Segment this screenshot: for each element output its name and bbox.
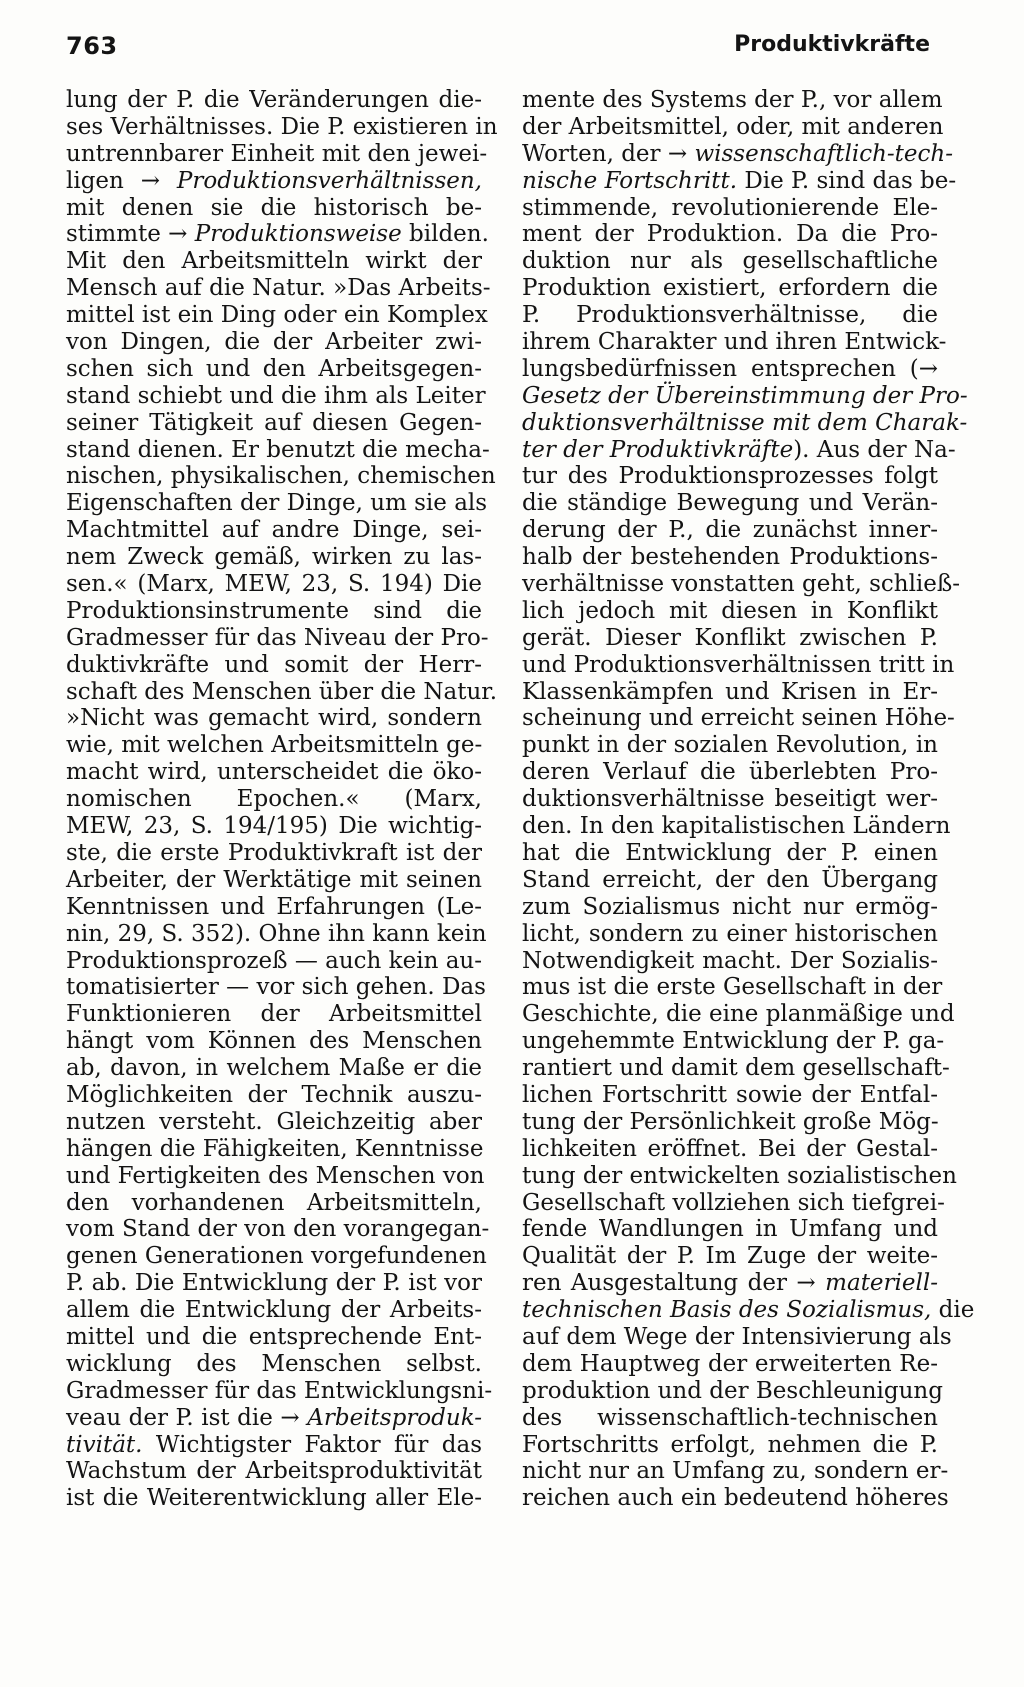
left-column-line: nomischen Epochen.« (Marx, — [66, 786, 482, 813]
left-column-line: »Nicht was gemacht wird, sondern — [66, 705, 482, 732]
left-column-line: nin, 29, S. 352). Ohne ihn kann kein — [66, 920, 487, 947]
right-column-line: des wissenschaftlich-technischen — [522, 1404, 938, 1431]
right-column-line: Worten, der → wissenschaftlich-tech- — [522, 140, 953, 167]
right-column-line: die ständige Bewegung und Verän- — [522, 490, 938, 517]
left-column-line: Kenntnissen und Erfahrungen (Le- — [66, 893, 482, 920]
left-column-line: mittel ist ein Ding oder ein Komplex — [66, 302, 488, 329]
right-column-line: Geschichte, die eine planmäßige und — [522, 1001, 955, 1028]
right-column-line: rantiert und damit dem gesellschaft- — [522, 1055, 950, 1082]
left-column-line: tivität. Wichtigster Faktor für das — [66, 1431, 482, 1458]
left-column-line: lung der P. die Veränderungen die- — [66, 87, 482, 113]
right-column-line: mente des Systems der P., vor allem — [522, 87, 943, 113]
right-column-line: ter der Produktivkräfte). Aus der Na- — [522, 436, 956, 463]
left-column-line: Funktionieren der Arbeitsmittel — [66, 1001, 482, 1028]
right-column-line: duktionsverhältnisse mit dem Charak- — [522, 409, 968, 436]
left-column-line: Arbeiter, der Werktätige mit seinen — [66, 866, 482, 893]
right-column-line: tung der Persönlichkeit große Mög- — [522, 1108, 939, 1135]
left-column-line: von Dingen, die der Arbeiter zwi- — [66, 329, 482, 356]
left-column-line: ligen → Produktionsverhältnissen, — [66, 167, 482, 194]
left-column-line: nem Zweck gemäß, wirken zu las- — [66, 544, 482, 571]
running-head: Produktivkräfte — [734, 32, 930, 57]
left-column-line: untrennbarer Einheit mit den jewei- — [66, 140, 488, 167]
right-column-line: und Produktionsverhältnissen tritt in — [522, 651, 955, 678]
left-column-line: Eigenschaften der Dinge, um sie als — [66, 490, 488, 517]
right-column-line: der Arbeitsmittel, oder, mit anderen — [522, 113, 944, 140]
left-column-line: Möglichkeiten der Technik auszu- — [66, 1081, 482, 1108]
right-column-line: fende Wandlungen in Umfang und — [522, 1216, 938, 1243]
left-column-line: Wachstum der Arbeitsproduktivität — [66, 1458, 482, 1485]
left-column-line: schen sich und den Arbeitsgegen- — [66, 355, 482, 382]
right-column-line: lungsbedürfnissen entsprechen (→ — [522, 355, 938, 382]
right-column-line: licht, sondern zu einer historischen — [522, 920, 938, 947]
right-column-line: Notwendigkeit macht. Der Sozialis- — [522, 947, 938, 974]
left-column-line: mittel und die entsprechende Ent- — [66, 1323, 482, 1350]
right-column-line: stimmende, revolutionierende Ele- — [522, 194, 938, 221]
right-column-line: ren Ausgestaltung der → materiell- — [522, 1270, 938, 1297]
right-column-line: tur des Produktionsprozesses folgt — [522, 463, 938, 490]
left-column-line: und Fertigkeiten des Menschen von — [66, 1162, 485, 1189]
right-column-line: den. In den kapitalistischen Ländern — [522, 813, 951, 840]
left-column-line: Produktionsinstrumente sind die — [66, 597, 482, 624]
page-number: 763 — [66, 32, 118, 60]
left-column-line: Gradmesser für das Entwicklungsni- — [66, 1377, 493, 1404]
right-column-line: lich jedoch mit diesen in Konflikt — [522, 597, 938, 624]
left-column-line: Mensch auf die Natur. »Das Arbeits- — [66, 275, 491, 302]
right-column-line: ungehemmte Entwicklung der P. ga- — [522, 1028, 945, 1055]
left-column-line: ses Verhältnisses. Die P. existieren in — [66, 113, 498, 140]
right-text-column — [522, 87, 975, 1512]
left-column-line: seiner Tätigkeit auf diesen Gegen- — [66, 409, 482, 436]
left-text-column — [66, 87, 498, 1512]
right-column-line: deren Verlauf die überlebten Pro- — [522, 759, 938, 786]
left-column-line: wie, mit welchen Arbeitsmitteln ge- — [66, 732, 483, 759]
right-column-line: ihrem Charakter und ihren Entwick- — [522, 329, 947, 356]
right-column-line: duktion nur als gesellschaftliche — [522, 248, 938, 275]
left-column-line: Gradmesser für das Niveau der Pro- — [66, 624, 489, 651]
right-column-line: auf dem Wege der Intensivierung als — [522, 1323, 952, 1350]
left-column-line: wicklung des Menschen selbst. — [66, 1350, 482, 1377]
right-column-line: lichen Fortschritt sowie der Entfal- — [522, 1081, 938, 1108]
right-column-line: verhältnisse vonstatten geht, schließ- — [522, 571, 961, 598]
right-column-line: duktionsverhältnisse beseitigt wer- — [522, 786, 938, 813]
right-column-line: Gesetz der Übereinstimmung der Pro- — [522, 382, 968, 409]
left-column-line: vom Stand der von den vorangegan- — [66, 1216, 490, 1243]
left-column-line: stimmte → Produktionsweise bilden. — [66, 221, 489, 248]
left-column-line: ist die Weiterentwicklung aller Ele- — [66, 1485, 482, 1512]
left-column-line: stand dienen. Er benutzt die mecha- — [66, 436, 490, 463]
left-column-line: hängt vom Können des Menschen — [66, 1028, 482, 1055]
right-column-line: dem Hauptweg der erweiterten Re- — [522, 1350, 938, 1377]
left-column-line: hängen die Fähigkeiten, Kenntnisse — [66, 1135, 484, 1162]
right-column-line: zum Sozialismus nicht nur ermög- — [522, 893, 938, 920]
right-column-line: Gesellschaft vollziehen sich tiefgrei- — [522, 1189, 945, 1216]
right-column-line: P. Produktionsverhältnisse, die — [522, 302, 938, 329]
right-column-line: mus ist die erste Gesellschaft in der — [522, 974, 943, 1001]
right-column-line: punkt in der sozialen Revolution, in — [522, 732, 938, 759]
right-column-line: scheinung und erreicht seinen Höhe- — [522, 705, 955, 732]
right-column-line: technischen Basis des Sozialismus, die — [522, 1297, 975, 1324]
left-column-line: stand schiebt und die ihm als Leiter — [66, 382, 486, 409]
right-column-line: ment der Produktion. Da die Pro- — [522, 221, 938, 248]
right-column-line: Klassenkämpfen und Krisen in Er- — [522, 678, 938, 705]
left-column-line: allem die Entwicklung der Arbeits- — [66, 1297, 482, 1324]
right-column-line: produktion und der Beschleunigung — [522, 1377, 943, 1404]
right-column-line: nicht nur an Umfang zu, sondern er- — [522, 1458, 949, 1485]
left-column-line: macht wird, unterscheidet die öko- — [66, 759, 482, 786]
right-column-line: halb der bestehenden Produktions- — [522, 544, 938, 571]
right-column-line: nische Fortschritt. Die P. sind das be- — [522, 167, 957, 194]
right-column-line: Produktion existiert, erfordern die — [522, 275, 938, 302]
right-column-line: reichen auch ein bedeutend höheres — [522, 1485, 949, 1512]
right-column-line: tung der entwickelten sozialistischen — [522, 1162, 957, 1189]
left-column-line: Produktionsprozeß — auch kein au- — [66, 947, 482, 974]
left-column-line: nischen, physikalischen, chemischen — [66, 463, 496, 490]
left-column-line: mit denen sie die historisch be- — [66, 194, 482, 221]
left-column-line: MEW, 23, S. 194/195) Die wichtig- — [66, 813, 482, 840]
right-column-line: Stand erreicht, der den Übergang — [522, 866, 938, 893]
left-column-line: tomatisierter — vor sich gehen. Das — [66, 974, 486, 1001]
left-column-line: nutzen versteht. Gleichzeitig aber — [66, 1108, 482, 1135]
left-column-line: ste, die erste Produktivkraft ist der — [66, 839, 482, 866]
left-column-line: ab, davon, in welchem Maße er die — [66, 1055, 482, 1082]
left-column-line: P. ab. Die Entwicklung der P. ist vor — [66, 1270, 482, 1297]
left-column-line: schaft des Menschen über die Natur. — [66, 678, 498, 705]
left-column-line: sen.« (Marx, MEW, 23, S. 194) Die — [66, 571, 482, 598]
left-column-line: den vorhandenen Arbeitsmitteln, — [66, 1189, 482, 1216]
right-column-line: Fortschritts erfolgt, nehmen die P. — [522, 1431, 938, 1458]
right-column-line: Qualität der P. Im Zuge der weite- — [522, 1243, 938, 1270]
left-column-line: genen Generationen vorgefundenen — [66, 1243, 487, 1270]
left-column-line: duktivkräfte und somit der Herr- — [66, 651, 482, 678]
right-column-line: hat die Entwicklung der P. einen — [522, 839, 938, 866]
right-column-line: gerät. Dieser Konflikt zwischen P. — [522, 624, 938, 651]
left-column-line: Mit den Arbeitsmitteln wirkt der — [66, 248, 482, 275]
right-column-line: derung der P., die zunächst inner- — [522, 517, 938, 544]
left-column-line: Machtmittel auf andre Dinge, sei- — [66, 517, 482, 544]
left-column-line: veau der P. ist die → Arbeitsproduk- — [66, 1404, 482, 1431]
right-column-line: lichkeiten eröffnet. Bei der Gestal- — [522, 1135, 938, 1162]
